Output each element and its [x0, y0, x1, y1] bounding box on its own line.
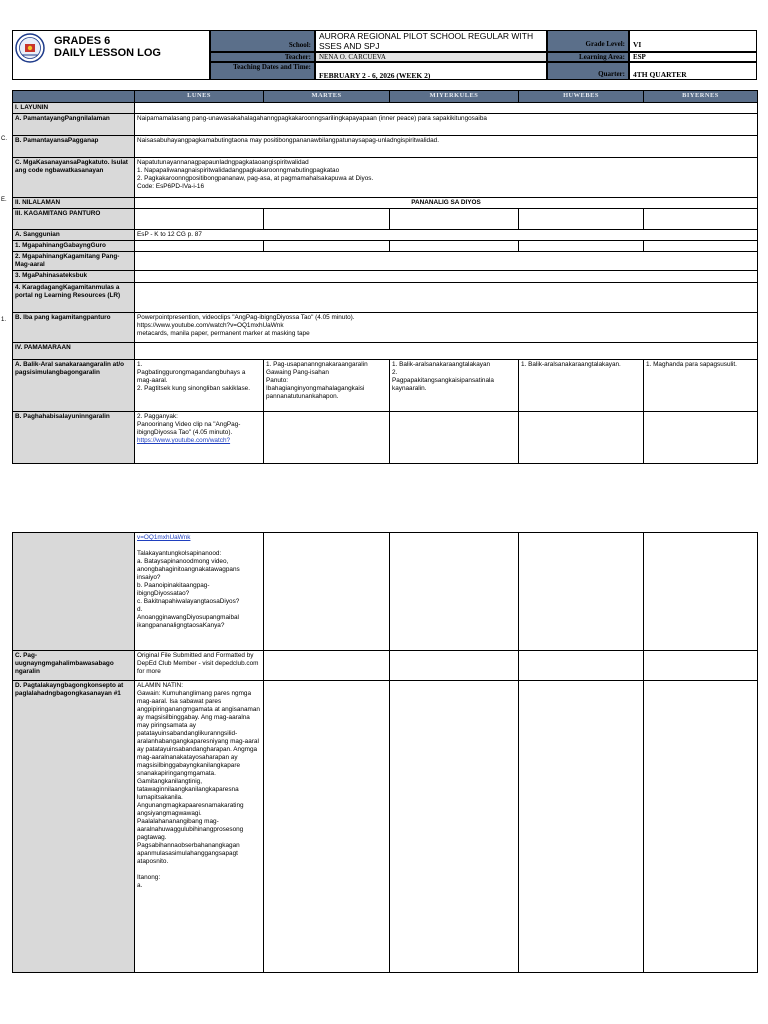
- balik-martes: 1. Pag-usapananngnakaraangaralin Gawaing Pang-isahan Panuto: Ibahagianginyongmahalagangkaisi pannanatutunankahapon.: [264, 360, 390, 412]
- pamamaraan-label: IV. PAMAMARAAN: [13, 343, 135, 360]
- deped-seal-logo: [15, 33, 45, 63]
- pag-uugnay-label: C. Pag-uugnayngmgahalimbawasabago ngaralin: [13, 651, 135, 681]
- day-header-martes: MARTES: [264, 91, 390, 103]
- teksbuk-label: 3. MgaPahinasateksbuk: [13, 271, 135, 283]
- kagamitan-cell-huwebes: [519, 209, 644, 230]
- paghahabi-cont-label: [13, 533, 135, 651]
- pagganap-text: Naisasabuhayangpagkamabutingtaona may positibongpananawbilangpatunaysapag-unladngispiritwalidad.: [135, 136, 758, 158]
- sanggunian-label: A. Sanggunian: [13, 230, 135, 241]
- kagamitan-cell-miyerkules: [390, 209, 519, 230]
- paghahabi-cont-biyernes: [644, 533, 758, 651]
- kasanayan-text: Napatutunayannanagpapaunladngpagkataoangispiritwalidad 1. Napapaliwanagnaispiritwalidadangpagkakaroonngmabutingpagkatao 2. Pagkakaroonngpositibongpananaw, pag-asa, at pagmamahalsakapuwa at Diyos. Code: EsP6PD-IVa-i-16: [135, 158, 758, 198]
- alamin-text: Gawain: Kumuhanglimang pares ngmga mag-aaral. Isa sabawat pares angpipiringanangmgamata at angisanaman ay magsisilbinggabay. Ang mag-aaralna may piringsamata ay patatayuinsabandanglikuranngsilid-aralanhabangangkaparesniyang mag-aaral ay patatayuinsabandangharapan. Angmga mag-aaralnanakatayosaharapan ay magsisilbinggabayngkanilangkapare snanakapiringangmgamata. Gamitangkanilangtinig, tatawaginnilaangkanilangkaparesna lumapitsakanila. Angunangmagkapaaresnamakarating angsiyangmagwawagi. Paalalahananangibang mag-aaralnahuwaggulubihinangprosesong pagtawag. Pagsabihannaobserbahanangkagan apanmulasasimulahanggangsapagt ataposnito. Itanong: a.: [137, 690, 260, 889]
- gabay-cell-biyernes: [644, 241, 758, 252]
- pag-uugnay-martes: [264, 651, 390, 681]
- gabay-cell-lunes: [135, 241, 264, 252]
- pagtalakay-biyernes: [644, 681, 758, 973]
- side-mark-e: E.: [1, 197, 7, 203]
- grade-value: VI: [629, 30, 757, 52]
- pamamaraan-content: [135, 343, 758, 360]
- iba-text: Powerpointpresention, videoclips "AngPag-ibigngDiyossa Tao" (4.05 minuto). https://www.youtube.com/watch?v=OQ1mxhUaWnk metacards, manila paper, permanent marker at masking tape: [135, 313, 758, 343]
- paghahabi-biyernes: [644, 412, 758, 464]
- balik-biyernes: 1. Maghanda para sapagsusulit.: [644, 360, 758, 412]
- paghahabi-martes: [264, 412, 390, 464]
- balik-huwebes: 1. Balik-aralsanakaraangtalakayan.: [519, 360, 644, 412]
- pangnilalaman-text: Naipamamalasang pang-unawasakahalagahanngpagkakaroonngsarilingkapayapaan (inner peace) para sapakikitungosaiba: [135, 114, 758, 136]
- balik-miyerkules: 1. Balik-aralsanakaraangtalakayan 2. Pagpapakitangsangkaisipansatinala kaynaaralin.: [390, 360, 519, 412]
- gabay-cell-huwebes: [519, 241, 644, 252]
- pag-uugnay-huwebes: [519, 651, 644, 681]
- pangnilalaman-label: A. PamantayangPangnilalaman: [13, 114, 135, 136]
- quarter-label: Quarter:: [547, 62, 629, 80]
- teksbuk-content: [135, 271, 758, 283]
- paghahabi-lunes: [135, 412, 264, 464]
- dates-value: FEBRUARY 2 - 6, 2026 (WEEK 2): [315, 62, 547, 80]
- teacher-label: Teacher:: [210, 52, 315, 62]
- day-header-huwebes: HUWEBES: [519, 91, 644, 103]
- quarter-value: 4TH QUARTER: [629, 62, 757, 80]
- paghahabi-label: B. Paghahabisalayuninngaralin: [13, 412, 135, 464]
- kagamitan-cell-biyernes: [644, 209, 758, 230]
- paghahabi-miyerkules: [390, 412, 519, 464]
- karagdagan-content: [135, 283, 758, 313]
- area-value: ESP: [629, 52, 757, 62]
- gabay-cell-miyerkules: [390, 241, 519, 252]
- nilalaman-label: II. NILALAMAN: [13, 198, 135, 209]
- pagganap-label: B. PamantayansaPagganap: [13, 136, 135, 158]
- karagdagan-label: 4. KaragdagangKagamitanmulas a portal ng Learning Resources (LR): [13, 283, 135, 313]
- day-header-biyernes: BIYERNES: [644, 91, 758, 103]
- dates-label: Teaching Dates and Time:: [210, 62, 315, 80]
- pagtalakay-huwebes: [519, 681, 644, 973]
- pagtalakay-miyerkules: [390, 681, 519, 973]
- kasanayan-label: C. MgaKasanayansaPagkatuto. Isulat ang code ngbawatkasanayan: [13, 158, 135, 198]
- school-label: School:: [210, 30, 315, 52]
- kagamitang-content: [135, 252, 758, 271]
- sanggunian-text: EsP - K to 12 CG p. 87: [135, 230, 758, 241]
- pagtalakay-lunes: [135, 681, 264, 973]
- layunin-content: [135, 103, 758, 114]
- teacher-value: NENA O. CARCUEVA: [315, 52, 547, 62]
- balik-lunes: 1. Pagbatinggurongmagandangbuhays a mag-aaral. 2. Pagtitsek kung sinongliban sakiklase.: [135, 360, 264, 412]
- side-mark-c: C.: [1, 136, 7, 142]
- paghahabi-text: 2. Pagganyak: Panoorinang Video clip na "AngPag-ibigngDiyossa Tao" (4.05 minuto).: [137, 413, 241, 436]
- video-link-cont[interactable]: v=OQ1mxhUaWnk: [137, 534, 191, 541]
- balik-label: A. Balik-Aral sanakaraangaralin at/o pagsisimulangbagongaralin: [13, 360, 135, 412]
- paghahabi-cont-miyerkules: [390, 533, 519, 651]
- video-link[interactable]: https://www.youtube.com/watch?: [137, 437, 231, 444]
- kagamitan-cell-martes: [264, 209, 390, 230]
- gabay-cell-martes: [264, 241, 390, 252]
- kagamitan-cell-lunes: [135, 209, 264, 230]
- area-label: Learning Area:: [547, 52, 629, 62]
- pagtalakay-label: D. Pagtalakayngbagongkonsepto at paglalahadngbagongkasanayan #1: [13, 681, 135, 973]
- school-value: AURORA REGIONAL PILOT SCHOOL REGULAR WITH SSES AND SPJ: [315, 30, 547, 52]
- paghahabi-cont-martes: [264, 533, 390, 651]
- pag-uugnay-text: Original File Submitted and Formatted by DepEd Club Member - visit depedclub.com for more: [135, 651, 264, 681]
- talakayan-text: Talakayantungkolsapinanood: a. Bataysapinanoodmong video, anongbahaginitoangnakatawagpans insaiyo? b. Paanoipinakitaangpag-ibigngDiyossatao? c. BakitnapahiwalayangtaosaDiyos? d. AnoangginawangDiyosupangmaibal ikangpananaligngtaosaKanya?: [137, 550, 240, 629]
- alamin-heading: ALAMIN NATIN:: [137, 682, 184, 689]
- kagamitan-label: III. KAGAMITANG PANTURO: [13, 209, 135, 230]
- paghahabi-huwebes: [519, 412, 644, 464]
- gabay-label: 1. MgapahinangGabayngGuro: [13, 241, 135, 252]
- grade-label: Grade Level:: [547, 30, 629, 52]
- pag-uugnay-biyernes: [644, 651, 758, 681]
- day-header-blank: [13, 91, 135, 103]
- lesson-log-table-page2: [12, 532, 758, 973]
- iba-label: B. Iba pang kagamitangpanturo: [13, 313, 135, 343]
- page-title: GRADES 6: [54, 35, 111, 47]
- day-header-miyerkules: MIYERKULES: [390, 91, 519, 103]
- lesson-log-table: [12, 90, 758, 464]
- pagtalakay-martes: [264, 681, 390, 973]
- nilalaman-text: PANANALIG SA DIYOS: [135, 198, 758, 209]
- paghahabi-cont-huwebes: [519, 533, 644, 651]
- side-mark-1: 1.: [1, 317, 7, 323]
- kagamitang-label: 2. MgapahinangKagamitang Pang-Mag-aaral: [13, 252, 135, 271]
- layunin-label: I. LAYUNIN: [13, 103, 135, 114]
- paghahabi-cont-lunes: [135, 533, 264, 651]
- day-header-lunes: LUNES: [135, 91, 264, 103]
- pag-uugnay-miyerkules: [390, 651, 519, 681]
- page-subtitle: DAILY LESSON LOG: [54, 47, 161, 59]
